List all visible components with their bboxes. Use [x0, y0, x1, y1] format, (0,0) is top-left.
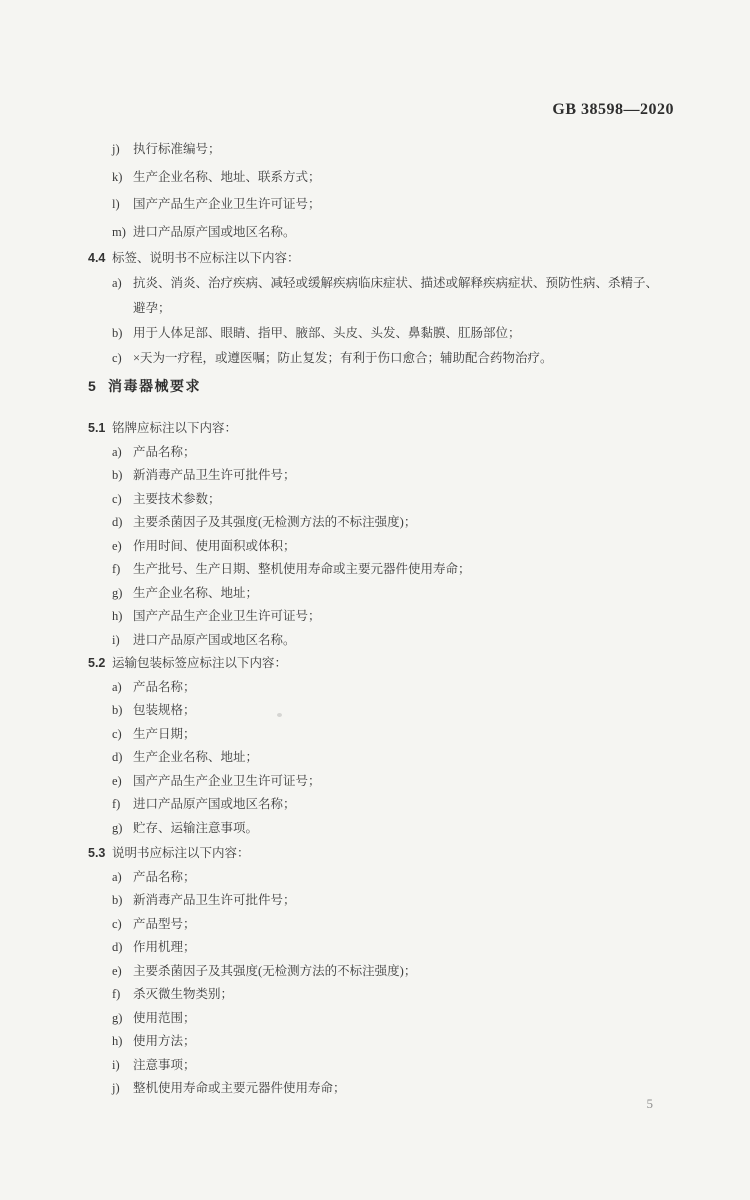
- list-item: [88, 271, 680, 321]
- item-text: [133, 136, 680, 164]
- item-text-line: 产品名称；: [133, 679, 196, 694]
- chapter-title: 消毒器械要求: [108, 378, 201, 394]
- item-letter: g): [112, 820, 123, 835]
- item-letter: g): [112, 585, 123, 600]
- list-item: [88, 511, 680, 535]
- item-text-line: ×天为一疗程，或遵医嘱；防止复发；有利于伤口愈合；辅助配合药物治疗。: [133, 351, 553, 365]
- list-item: [88, 219, 680, 247]
- item-text: [133, 699, 680, 723]
- item-text-line: 国产产品生产企业卫生许可证号；: [133, 197, 321, 211]
- item-text: [133, 983, 680, 1007]
- chapter-number: 5: [88, 378, 96, 394]
- clause-4-4-heading: [88, 246, 680, 271]
- document-content: [88, 136, 680, 1101]
- item-letter: c): [112, 491, 122, 506]
- item-letter: b): [112, 326, 123, 340]
- list-item: [88, 488, 680, 512]
- item-text: [133, 793, 680, 817]
- item-text-line: 产品名称；: [133, 869, 196, 884]
- list-item: [88, 1007, 680, 1031]
- item-text: [133, 219, 680, 247]
- list-item: [88, 464, 680, 488]
- item-text: [133, 1030, 680, 1054]
- list-item: [88, 793, 680, 817]
- list-item: [88, 1030, 680, 1054]
- clause-title: 铭牌应标注以下内容：: [112, 421, 238, 435]
- item-letter: j): [112, 1081, 120, 1095]
- item-text-line: 执行标准编号；: [133, 142, 221, 156]
- item-text-line: 新消毒产品卫生许可批件号；: [133, 468, 296, 482]
- item-letter: l): [112, 197, 120, 211]
- list-item: [88, 535, 680, 559]
- item-text: [133, 676, 680, 700]
- item-text-line-2: 避孕；: [133, 301, 171, 315]
- item-text-line: 贮存、运输注意事项。: [133, 820, 259, 835]
- list-item: [88, 582, 680, 606]
- item-letter: a): [112, 679, 122, 694]
- item-text-line: 主要杀菌因子及其强度(无检测方法的不标注强度)；: [133, 515, 417, 529]
- item-text: [133, 960, 680, 984]
- list-item: [88, 817, 680, 841]
- list-item: [88, 676, 680, 700]
- item-letter: g): [112, 1010, 123, 1025]
- item-text-line: 用于人体足部、眼睛、指甲、腋部、头皮、头发、鼻黏膜、肛肠部位；: [133, 326, 521, 340]
- list-item: [88, 983, 680, 1007]
- item-text-line: 产品型号；: [133, 916, 196, 931]
- item-text: [133, 770, 680, 794]
- clause-5-2-heading: [88, 652, 680, 676]
- item-text: [133, 629, 680, 653]
- item-text: [133, 605, 680, 629]
- item-letter: e): [112, 538, 122, 553]
- list-item: [88, 699, 680, 723]
- list-item: [88, 136, 680, 164]
- clause-4-4-list: [88, 271, 680, 371]
- item-text: [133, 723, 680, 747]
- item-text-line: 国产产品生产企业卫生许可证号；: [133, 609, 321, 623]
- clause-title: 标签、说明书不应标注以下内容：: [112, 251, 300, 265]
- item-text-line: 使用方法；: [133, 1034, 196, 1048]
- clause-number: 5.1: [88, 421, 106, 435]
- item-text-line: 注意事项；: [133, 1057, 196, 1072]
- clause-4-3-continuation-list: [88, 136, 680, 246]
- clause-5-3-heading: [88, 842, 680, 866]
- item-text-line: 生产批号、生产日期、整机使用寿命或主要元器件使用寿命；: [133, 562, 471, 576]
- list-item: [88, 889, 680, 913]
- list-item: [88, 913, 680, 937]
- list-item: [88, 629, 680, 653]
- item-letter: h): [112, 1034, 123, 1048]
- list-item: [88, 770, 680, 794]
- list-item: [88, 321, 680, 346]
- item-letter: b): [112, 893, 123, 907]
- clause-5-3: [88, 842, 680, 1101]
- item-text: [133, 913, 680, 937]
- clause-5-2: [88, 652, 680, 840]
- clause-number: 5.2: [88, 656, 106, 670]
- item-text: [133, 1054, 680, 1078]
- item-text-line: 主要杀菌因子及其强度(无检测方法的不标注强度)；: [133, 963, 417, 978]
- item-letter: m): [112, 224, 126, 239]
- item-text: [133, 1077, 680, 1101]
- item-letter: h): [112, 609, 123, 623]
- item-letter: f): [112, 562, 121, 576]
- standard-number-header: GB 38598—2020: [552, 101, 674, 118]
- item-text-line: 国产产品生产企业卫生许可证号；: [133, 773, 321, 788]
- clause-5-1-heading: [88, 417, 680, 441]
- item-text-line: 进口产品原产国或地区名称。: [133, 224, 296, 239]
- clause-4-4: [88, 246, 680, 371]
- list-item: [88, 866, 680, 890]
- item-letter: d): [112, 750, 123, 764]
- item-text-line: 杀灭微生物类别；: [133, 987, 234, 1001]
- item-text-line: 作用时间、使用面积或体积；: [133, 538, 296, 553]
- item-letter: a): [112, 444, 122, 459]
- list-item: [88, 960, 680, 984]
- item-text: [133, 746, 680, 770]
- list-item: [88, 346, 680, 371]
- item-text: [133, 582, 680, 606]
- item-text-line: 整机使用寿命或主要元器件使用寿命；: [133, 1081, 346, 1095]
- item-letter: c): [112, 916, 122, 931]
- item-letter: c): [112, 351, 122, 365]
- item-text: [133, 1007, 680, 1031]
- list-item: [88, 605, 680, 629]
- item-letter: b): [112, 703, 123, 717]
- clause-5-3-list: [88, 866, 680, 1101]
- scan-artifact: [277, 713, 282, 717]
- item-letter: d): [112, 515, 123, 529]
- item-text-line: 生产企业名称、地址、联系方式；: [133, 169, 321, 184]
- item-text-line: 作用机理；: [133, 940, 196, 954]
- item-text: [133, 441, 680, 465]
- page-number: 5: [646, 1096, 653, 1111]
- item-text-line: 包装规格；: [133, 703, 196, 717]
- item-text: [133, 511, 680, 535]
- clause-title: 说明书应标注以下内容：: [112, 846, 250, 860]
- item-text: [133, 535, 680, 559]
- item-text: [133, 866, 680, 890]
- list-item: [88, 558, 680, 582]
- clause-number: 4.4: [88, 251, 106, 265]
- clause-5-1-list: [88, 441, 680, 653]
- item-text: [133, 817, 680, 841]
- item-letter: e): [112, 963, 122, 978]
- item-letter: j): [112, 142, 120, 156]
- item-text-line: 产品名称；: [133, 444, 196, 459]
- item-text-line: 主要技术参数；: [133, 491, 221, 506]
- item-text-line: 进口产品原产国或地区名称；: [133, 797, 296, 811]
- item-text: [133, 321, 680, 346]
- list-item: [88, 441, 680, 465]
- item-letter: f): [112, 797, 121, 811]
- item-text-line: 生产日期；: [133, 726, 196, 741]
- item-text-line: 使用范围；: [133, 1010, 196, 1025]
- item-letter: k): [112, 169, 123, 184]
- item-text-line: 新消毒产品卫生许可批件号；: [133, 893, 296, 907]
- item-letter: f): [112, 987, 121, 1001]
- list-item: [88, 746, 680, 770]
- item-letter: a): [112, 276, 122, 290]
- item-text: [133, 889, 680, 913]
- item-letter: a): [112, 869, 122, 884]
- list-item: [88, 723, 680, 747]
- item-letter: i): [112, 632, 120, 647]
- item-letter: b): [112, 468, 123, 482]
- chapter-5-heading: [88, 371, 680, 401]
- item-text-line: 抗炎、消炎、治疗疾病、减轻或缓解疾病临床症状、描述或解释疾病症状、预防性病、杀精子、: [133, 276, 659, 290]
- item-letter: e): [112, 773, 122, 788]
- item-text: [133, 936, 680, 960]
- list-item: [88, 164, 680, 192]
- item-text-line: 生产企业名称、地址；: [133, 750, 259, 764]
- item-text: [133, 488, 680, 512]
- item-text: [133, 464, 680, 488]
- item-letter: d): [112, 940, 123, 954]
- item-text-line: 进口产品原产国或地区名称。: [133, 632, 296, 647]
- list-item: [88, 1077, 680, 1101]
- list-item: [88, 1054, 680, 1078]
- item-text: [133, 558, 680, 582]
- item-text: [133, 271, 680, 321]
- clause-5-1: [88, 417, 680, 652]
- list-item: [88, 936, 680, 960]
- item-text-line: 生产企业名称、地址；: [133, 585, 259, 600]
- item-letter: c): [112, 726, 122, 741]
- clause-title: 运输包装标签应标注以下内容：: [112, 656, 288, 670]
- list-item: [88, 191, 680, 219]
- item-text: [133, 346, 680, 371]
- clause-5-2-list: [88, 676, 680, 841]
- item-text: [133, 191, 680, 219]
- item-text: [133, 164, 680, 192]
- item-letter: i): [112, 1057, 120, 1072]
- clause-number: 5.3: [88, 846, 106, 860]
